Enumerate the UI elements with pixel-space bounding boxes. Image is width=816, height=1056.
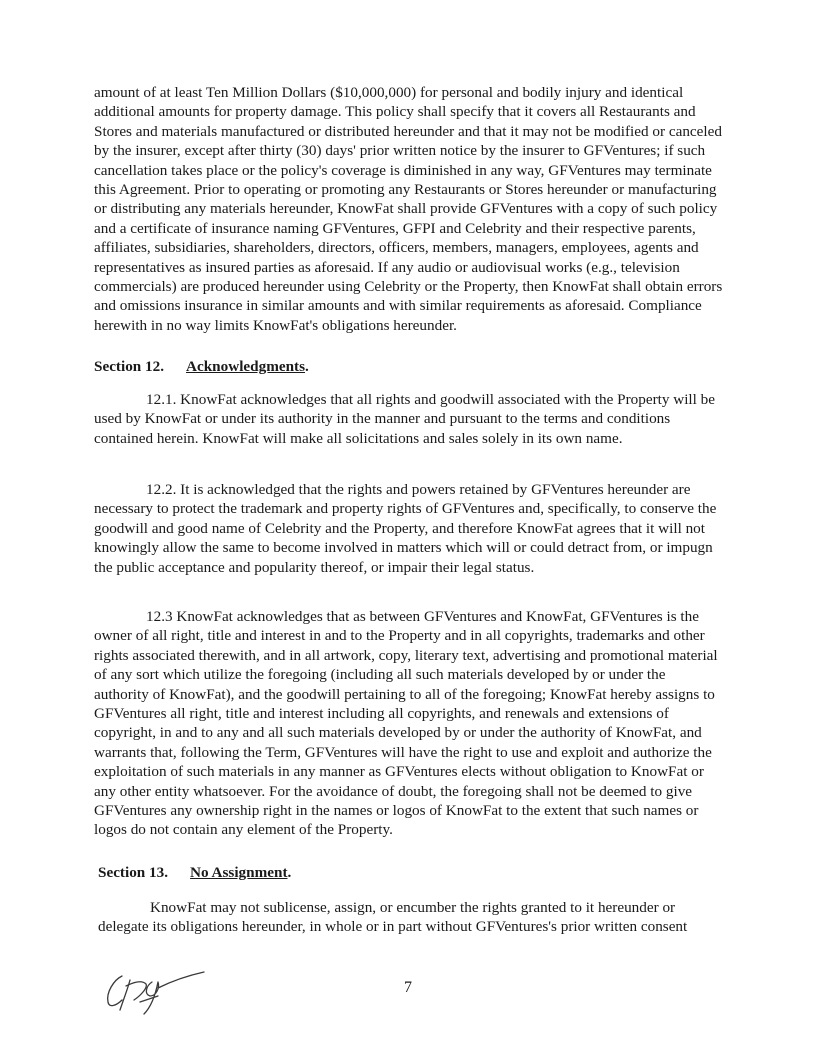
section-13-title: No Assignment [190,864,288,881]
initials-signature [100,962,220,1018]
section-13-paragraph: KnowFat may not sublicense, assign, or encumber the rights granted to it hereunder or delegate its obligations hereunder, in whole or in part without GFVentures's prior written consent [98,899,688,936]
paragraph-12-1: 12.1. KnowFat acknowledges that all rights and goodwill associated with the Property will be used by KnowFat or under its authority in the manner and pursuant to the terms and conditions contained herein. KnowFat will make all solicitations and sales solely in its own name. [94,391,716,447]
section-13-number: Section 13. [98,864,169,881]
section-12-number: Section 12. [94,358,165,375]
paragraph-12-3: 12.3 KnowFat acknowledges that as between GFVentures and KnowFat, GFVentures is the owner of all right, title and interest in and to the Property and in all copyrights, trademarks and other rights associated therewith, and in all artwork, copy, literary text, advertising and promotional material of any sort which utilize the foregoing (including all such materials developed by or under the authority of KnowFat), and the goodwill pertaining to all of the foregoing; KnowFat hereby assigns to GFVentures all right, title and interest including all copyrights, and renewals and extensions of copyright, in and to any and all such materials developed by or under the authority of KnowFat, and warrants that, following the Term, GFVentures will have the right to use and exploit and authorize the exploitation of such materials in any manner as GFVentures elects without obligation to KnowFat or any other entity whatsoever. For the avoidance of doubt, the foregoing shall not be deemed to give GFVentures any ownership right in the names or logos of KnowFat to the extent that such names or logos do not contain any element of the Property. [94,608,718,839]
page-number: 7 [404,979,412,996]
section-12-title: Acknowledgments [186,358,306,375]
paragraph-12-2: 12.2. It is acknowledged that the rights and powers retained by GFVentures hereunder are necessary to protect the trademark and property rights of GFVentures and, specifically, to conserve the goodwill and good name of Celebrity and the Property, and therefore KnowFat agrees that it will not knowingly allow the same to become involved in matters which will or could detract from, or impugn the public acceptance and popularity thereof, or impair their legal status. [94,481,717,576]
section-13-heading: Section 13. No Assignment. [98,864,292,881]
section-12-heading: Section 12. Acknowledgments. [94,358,309,375]
intro-paragraph: amount of at least Ten Million Dollars ($10,000,000) for personal and bodily injury and identical additional amounts for property damage. This policy shall specify that it covers all Restaurants and Stores and materials manufactured or distributed hereunder and that it may not be modified or canceled by the insurer, except after thirty (30) days' prior written notice by the insurer to GFVentures; if such cancellation takes place or the policy's coverage is diminished in any way, GFVentures may terminate this Agreement. Prior to operating or promoting any Restaurants or Stores hereunder or manufacturing or distributing any materials hereunder, KnowFat shall provide GFVentures with a copy of such policy and a certificate of insurance naming GFVentures, GFPI and Celebrity and their respective parents, affiliates, subsidiaries, shareholders, directors, officers, members, managers, employees, agents and representatives as insured parties as aforesaid. If any audio or audiovisual works (e.g., television commercials) are produced hereunder using Celebrity or the Property, then KnowFat shall obtain errors and omissions insurance in similar amounts and with similar requirements as aforesaid. Compliance herewith in no way limits KnowFat's obligations hereunder. [94,84,723,334]
